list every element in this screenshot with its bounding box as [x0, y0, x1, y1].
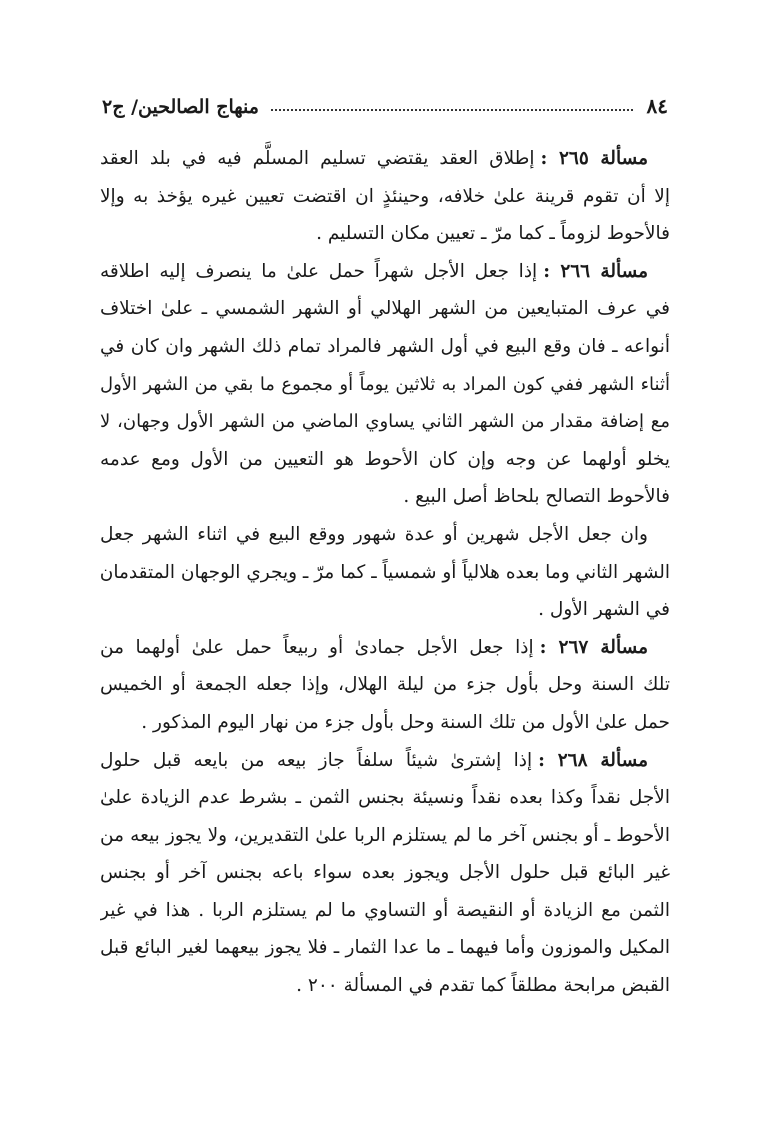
paragraph-line: [100, 140, 670, 178]
paragraph-line: تلك السنة وحل بأول جزء من ليلة الهلال، وإذا جعله الجمعة أو الخميس: [100, 674, 670, 696]
paragraph-line: الأجل نقداً وكذا بعده نقداً ونسيئة بجنس الثمن ـ بشرط عدم الزيادة علىٰ: [100, 787, 670, 809]
paragraph-line: حمل علىٰ الأول من تلك السنة وحل بأول جزء من نهار اليوم المذكور .: [141, 711, 670, 733]
paragraph-line: القبض مرابحة مطلقاً كما تقدم في المسألة ٢٠٠ .: [296, 975, 670, 997]
paragraph-line: إلا أن تقوم قرينة علىٰ خلافه، وحينئذٍ ان اقتضت تعيين غيره يؤخذ به وإلا: [100, 185, 670, 207]
paragraph-line: في الشهر الأول .: [538, 599, 670, 621]
paragraph-line: المكيل والموزون وأما فيهما ـ ما عدا الثمار ـ فلا يجوز بيعهما لغير البائع قبل: [100, 937, 670, 959]
paragraph-line: وان جعل الأجل شهرين أو عدة شهور ووقع البيع في اثناء الشهر جعل: [100, 523, 648, 545]
paragraph-line: فالأحوط التصالح بلحاظ أصل البيع .: [403, 486, 670, 508]
issue-heading: مسألة ٢٦٥ :: [540, 148, 648, 169]
running-title: منهاج الصالحين/ ج٢: [102, 96, 259, 118]
page-number: ٨٤: [646, 94, 668, 118]
paragraph-line: أنواعه ـ فان وقع البيع في أول الشهر فالمراد تمام ذلك الشهر وان كان في: [100, 335, 670, 357]
issue-heading: مسألة ٢٦٦ :: [543, 260, 649, 282]
paragraph-line: الثمن مع الزيادة أو النقيصة أو التساوي ما لم يستلزم الربا . هذا في غير: [100, 899, 670, 921]
paragraph-line: [100, 742, 670, 780]
line-text: إذا إشترىٰ شيئاً سلفاً جاز بيعه من بايعه قبل حلول: [100, 749, 533, 771]
line-text: إذا جعل الأجل شهراً حمل علىٰ ما ينصرف إليه اطلاقه: [100, 260, 538, 282]
issue-heading: مسألة ٢٦٧ :: [539, 636, 648, 658]
line-text: إذا جعل الأجل جمادىٰ أو ربيعاً حمل علىٰ أولهما من: [100, 636, 534, 658]
line-text: إطلاق العقد يقتضي تسليم المسلَّم فيه في بلد العقد: [100, 148, 535, 169]
paragraph-line: مع إضافة مقدار من الشهر الثاني يساوي الماضي من الشهر الأول وجهان، لا: [100, 411, 670, 433]
paragraph-line: [100, 253, 670, 291]
header-dot-leader: [271, 109, 633, 111]
paragraph-line: غير البائع قبل حلول الأجل ويجوز بعده سواء باعه بجنس آخر أو بجنس: [100, 862, 670, 884]
paragraph-line: الأحوط ـ أو بجنس آخر ما لم يستلزم الربا علىٰ التقديرين، ولا يجوز بيعه من: [100, 824, 670, 846]
paragraph-line: [100, 629, 670, 667]
paragraph-line: فالأحوط لزوماً ـ كما مرّ ـ تعيين مكان التسليم .: [316, 223, 670, 245]
page-header: [102, 88, 668, 118]
paragraph-line: في عرف المتبايعين من الشهر الهلالي أو الشهر الشمسي ـ علىٰ اختلاف: [100, 298, 670, 320]
text-body: [100, 140, 670, 1005]
paragraph-line: الشهر الثاني وما بعده هلالياً أو شمسياً ـ كما مرّ ـ ويجري الوجهان المتقدمان: [100, 561, 670, 583]
paragraph-line: أثناء الشهر ففي كون المراد به ثلاثين يوماً أو مجموع ما بقي من الشهر الأول: [100, 373, 670, 395]
paragraph-line: يخلو أولهما عن وجه وإن كان الأحوط هو التعيين من الأول ومع عدمه: [100, 448, 670, 470]
issue-heading: مسألة ٢٦٨ :: [538, 749, 648, 771]
